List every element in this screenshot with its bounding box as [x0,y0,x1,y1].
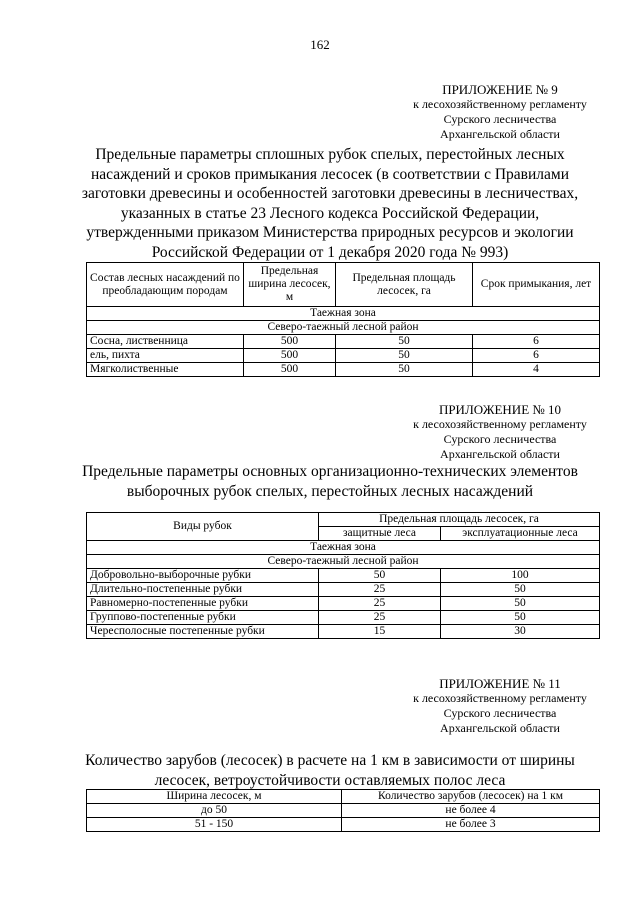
appendix10-header [400,402,600,462]
table-cell: 6 [473,349,600,363]
appendix9-heading: ПРИЛОЖЕНИЕ № 9 [442,82,558,97]
title-line: утвержденными приказом Министерства природных ресурсов и экологии [86,224,574,241]
district-row [87,321,600,335]
table-cell: 50 [336,335,473,349]
table-cell: 50 [441,611,600,625]
title-line: заготовки древесины и особенностей заготовки древесины в лесничествах, [81,185,579,202]
column-header: Ширина лесосек, м [87,790,342,804]
table-cell: ель, пихта [87,349,244,363]
appendix11-heading: ПРИЛОЖЕНИЕ № 11 [439,676,561,691]
column-header: Предельная площадь лесосек, га [336,263,473,307]
table-cell: Мягколиственные [87,363,244,377]
table-row [87,335,600,349]
zone-cell: Таежная зона [87,541,600,555]
title-line: Предельные параметры сплошных рубок спелых, перестойных лесных [95,146,565,163]
district-row [87,555,600,569]
title-line: Российской Федерации от 1 декабря 2020 года № 993) [151,243,509,261]
table-row [87,818,600,832]
column-header: Количество зарубов (лесосек) на 1 км [342,790,600,804]
appendix11-header [400,676,600,736]
table-cell: Равномерно-постепенные рубки [87,597,319,611]
table-cell: 25 [319,611,441,625]
table-header-row [87,263,600,307]
table-cell: 51 - 150 [87,818,342,832]
district-cell: Северо-таежный лесной район [87,321,600,335]
appendix10-title [60,462,600,501]
table-cell: Добровольно-выборочные рубки [87,569,319,583]
table-cell: 30 [441,625,600,639]
appendix10-heading: ПРИЛОЖЕНИЕ № 10 [438,402,562,417]
appendix9-line: к лесохозяйственному регламенту [413,97,587,111]
appendix11-line: Сурского лесничества [443,706,557,720]
zone-row [87,541,600,555]
table-cell: 500 [244,349,336,363]
table-row [87,611,600,625]
table-row [87,363,600,377]
zone-cell: Таежная зона [87,307,600,321]
title-line: насаждений и сроков примыкания лесосек (в соответствии с Правилами [90,165,570,183]
title-line: выборочных рубок спелых, перестойных лесных насаждений [126,482,534,500]
table-row [87,804,600,818]
appendix9-table [86,262,600,377]
district-cell: Северо-таежный лесной район [87,555,600,569]
title-line: Количество зарубов (лесосек) в расчете на 1 км в зависимости от ширины [85,752,575,769]
table-cell: Длительно-постепенные рубки [87,583,319,597]
column-header: Состав лесных насаждений по преобладающим породам [87,263,244,307]
table-cell: 50 [336,349,473,363]
appendix11-table [86,789,600,832]
column-header: Виды рубок [87,513,319,541]
table-row [87,349,600,363]
table-cell: 6 [473,335,600,349]
column-header: защитные леса [319,527,441,541]
appendix9-title [60,145,600,262]
table-cell: 50 [441,597,600,611]
table-header-row [87,790,600,804]
table-cell: 50 [319,569,441,583]
table-cell: 25 [319,597,441,611]
appendix9-line: Сурского лесничества [443,112,557,126]
appendix11-line: Архангельской области [440,721,560,735]
column-header: эксплуатационные леса [441,527,600,541]
table-cell: 25 [319,583,441,597]
table-row [87,569,600,583]
table-cell: Чересполосные постепенные рубки [87,625,319,639]
group-header: Предельная площадь лесосек, га [319,513,600,527]
table-cell: Группово-постепенные рубки [87,611,319,625]
column-header: Предельная ширина лесосек, м [244,263,336,307]
table-row [87,597,600,611]
table-cell: 500 [244,335,336,349]
table-row [87,583,600,597]
appendix11-line: к лесохозяйственному регламенту [413,691,587,705]
table-row [87,625,600,639]
table-cell: до 50 [87,804,342,818]
appendix10-table [86,512,600,639]
table-cell: 500 [244,363,336,377]
page-number: 162 [310,37,330,52]
table-cell: 50 [336,363,473,377]
table-header-row [87,513,600,527]
zone-row [87,307,600,321]
title-line: Предельные параметры основных организационно-технических элементов [82,463,578,480]
table-cell: 50 [441,583,600,597]
table-cell: 100 [441,569,600,583]
appendix9-line: Архангельской области [440,127,560,141]
appendix9-header [400,82,600,142]
appendix11-title [60,751,600,790]
table-cell: Сосна, лиственница [87,335,244,349]
title-line: указанных в статье 23 Лесного кодекса Российской Федерации, [120,204,540,222]
table-cell: не более 3 [342,818,600,832]
appendix10-line: Архангельской области [440,447,560,461]
table-cell: 4 [473,363,600,377]
title-line: лесосек, ветроустойчивости оставляемых полос леса [154,771,506,789]
table-cell: 15 [319,625,441,639]
appendix10-line: Сурского лесничества [443,432,557,446]
column-header: Срок примыкания, лет [473,263,600,307]
table-cell: не более 4 [342,804,600,818]
appendix10-line: к лесохозяйственному регламенту [413,417,587,431]
